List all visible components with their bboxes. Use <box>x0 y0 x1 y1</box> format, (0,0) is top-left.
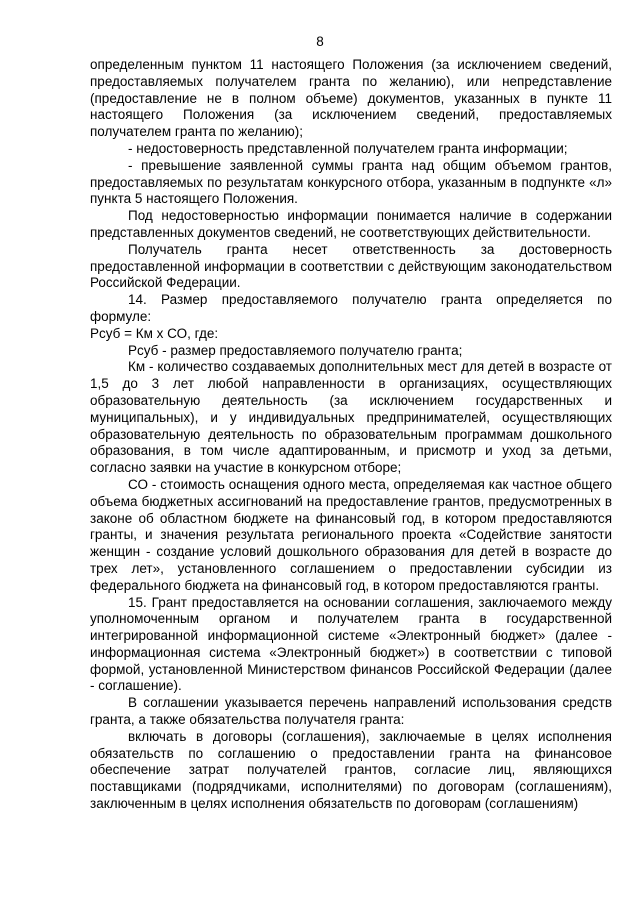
page-number: 8 <box>316 34 324 49</box>
document-body <box>90 57 612 813</box>
paragraph-clause-15: 15. Грант предоставляется на основании соглашения, заключаемого между уполномоченным органом и получателем гранта в государственной интегрированной информационной системе «Электронный бюджет» (далее - информационная система «Электронный бюджет») в соответствии с типовой формой, установленной Министерством финансов Российской Федерации (далее - соглашение). <box>90 594 612 694</box>
paragraph-clause-14: 14. Размер предоставляемого получателю гранта определяется по формуле: <box>90 292 612 324</box>
paragraph-continuation: определенным пунктом 11 настоящего Положения (за исключением сведений, предоставляемых получателем гранта по желанию), или непредставление (предоставление не в полном объеме) документов, указанных в пункте 11 настоящего Положения (за исключением сведений, предоставляемых получателем гранта по желанию); <box>90 57 612 140</box>
paragraph-km-definition: Км - количество создаваемых дополнительных мест для детей в возрасте от 1,5 до 3 лет любой направленности в организациях, осуществляющих образовательную деятельность (за исключением государственных и муниципальных), и у индивидуальных предпринимателей, осуществляющих образовательную деятельность по образовательным программам дошкольного образования, в том числе адаптированным, и присмотр и уход за детьми, согласно заявки на участие в конкурсном отборе; <box>90 359 612 476</box>
formula: Рсуб = Км х СО, где: <box>90 325 219 341</box>
paragraph-recipient-responsibility: Получатель гранта несет ответственность за достоверность предоставленной информации в соответствии с действующим законодательством Российской Федерации. <box>90 241 612 291</box>
paragraph-co-definition: СО - стоимость оснащения одного места, определяемая как частное общего объема бюджетных ассигнований на предоставление грантов, предусмотренных в законе об областном бюджете на финансовый год, в котором предоставляются гранты, и значения результата регионального проекта «Содействие занятости женщин - создание условий дошкольного образования для детей в возрасте до трех лет», установленного соглашением о предоставлении субсидии из федерального бюджета на финансовый год, в котором предоставляются гранты. <box>90 476 612 593</box>
paragraph-rsub-definition: Рсуб - размер предоставляемого получателю гранта; <box>128 342 463 358</box>
paragraph-bullet-excess-amount: - превышение заявленной суммы гранта над общим объемом грантов, предоставляемых по результатам конкурсного отбора, указанным в подпункте «л» пункта 5 настоящего Положения. <box>90 157 612 207</box>
paragraph-obligation-include: включать в договоры (соглашения), заключаемые в целях исполнения обязательств по соглашению о предоставлении гранта на финансовое обеспечение затрат получателей грантов, согласие лиц, являющихся поставщиками (подрядчиками, исполнителями) по договорам (соглашениям), заключенным в целях исполнения обязательств по договорам (соглашениям) <box>90 728 612 812</box>
paragraph-agreement-contents: В соглашении указывается перечень направлений использования средств гранта, а также обязательства получателя гранта: <box>90 695 612 728</box>
paragraph-unreliability-definition: Под недостоверностью информации понимается наличие в содержании представленных документов сведений, не соответствующих действительности. <box>90 208 612 240</box>
paragraph-bullet-unreliable-info: - недостоверность представленной получателем гранта информации; <box>128 140 568 156</box>
